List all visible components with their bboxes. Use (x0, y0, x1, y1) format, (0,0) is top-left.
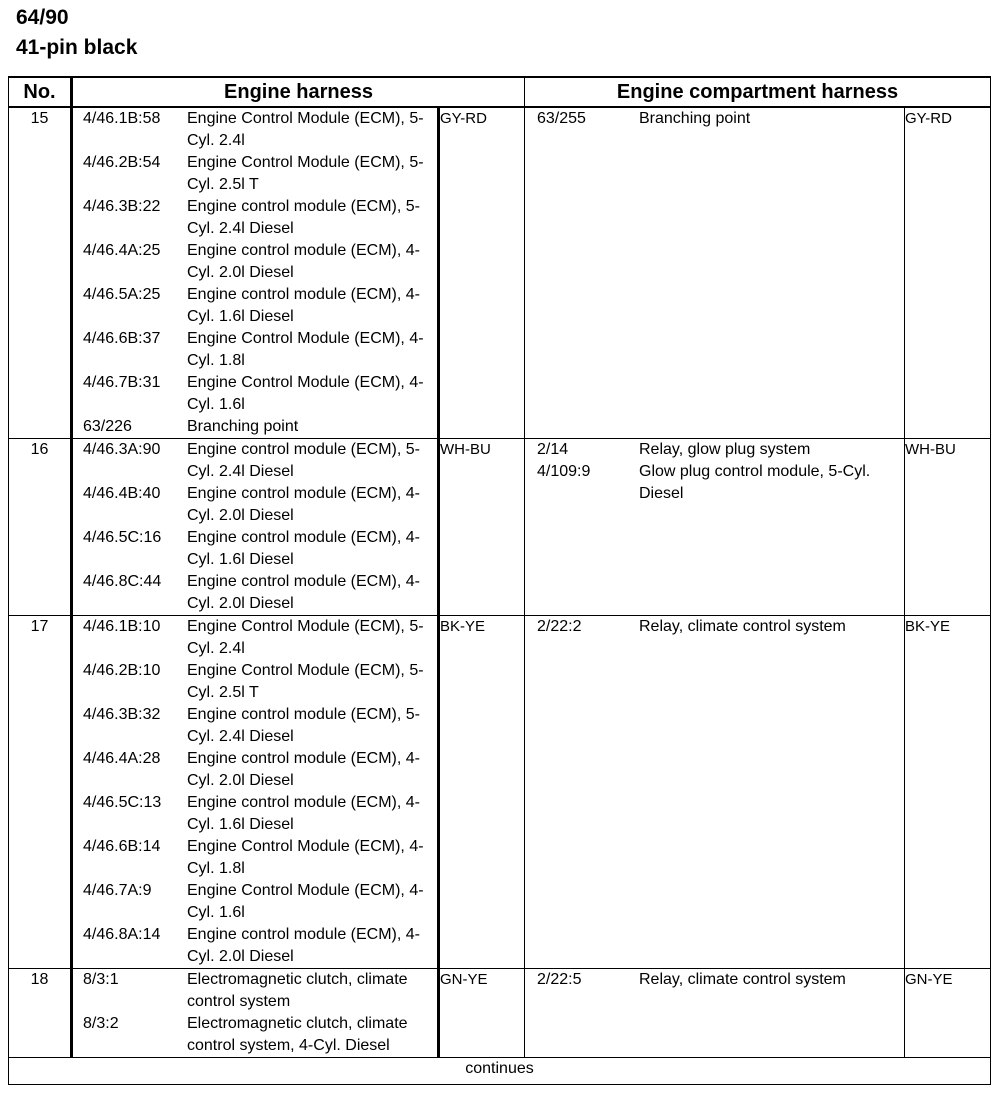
engine-wire-color: GN-YE (439, 969, 525, 1058)
engine-harness-cell (72, 616, 439, 969)
component-code: 4/46.7A:9 (83, 882, 152, 899)
component-code: 8/3:1 (83, 971, 119, 988)
component-description: Engine control module (ECM), 4-Cyl. 2.0l Diesel (187, 750, 420, 789)
engine-harness-entry (73, 616, 437, 660)
component-description: Engine Control Module (ECM), 4-Cyl. 1.6l (187, 882, 424, 921)
compartment-harness-cell (525, 969, 905, 1058)
component-description: Engine Control Module (ECM), 4-Cyl. 1.8l (187, 838, 424, 877)
component-description: Relay, glow plug system (639, 441, 811, 458)
component-description: Branching point (639, 110, 751, 127)
engine-harness-entry (73, 328, 437, 372)
component-description: Engine control module (ECM), 4-Cyl. 1.6l Diesel (187, 529, 420, 568)
wiring-table (8, 76, 991, 1085)
component-code: 4/46.5C:13 (83, 794, 162, 811)
engine-harness-entry (73, 660, 437, 704)
engine-harness-entry (73, 416, 437, 438)
component-description: Engine Control Module (ECM), 5-Cyl. 2.4l (187, 618, 424, 657)
component-code: 4/46.2B:54 (83, 154, 161, 171)
connector-number: 64/90 (16, 6, 69, 29)
component-code: 4/46.2B:10 (83, 662, 161, 679)
component-description: Relay, climate control system (639, 618, 846, 635)
engine-harness-entry (73, 704, 437, 748)
engine-harness-entry (73, 748, 437, 792)
component-description: Engine control module (ECM), 4-Cyl. 1.6l Diesel (187, 286, 420, 325)
engine-wire-color: WH-BU (439, 439, 525, 616)
engine-harness-entry (73, 969, 437, 1013)
component-code: 4/46.6B:37 (83, 330, 161, 347)
component-code: 4/46.8A:14 (83, 926, 161, 943)
component-code: 8/3:2 (83, 1015, 119, 1032)
component-code: 4/46.4B:40 (83, 485, 161, 502)
component-description: Glow plug control module, 5-Cyl. Diesel (639, 463, 871, 502)
component-description: Engine Control Module (ECM), 4-Cyl. 1.8l (187, 330, 424, 369)
component-code: 63/255 (537, 110, 586, 127)
engine-harness-entry (73, 1013, 437, 1057)
column-header-compartment-harness: Engine compartment harness (525, 77, 991, 107)
engine-harness-entry (73, 836, 437, 880)
component-description: Engine control module (ECM), 4-Cyl. 2.0l Diesel (187, 926, 420, 965)
engine-harness-entry (73, 152, 437, 196)
component-description: Engine Control Module (ECM), 5-Cyl. 2.5l T (187, 154, 424, 193)
engine-wire-color: BK-YE (439, 616, 525, 969)
component-code: 4/46.4A:25 (83, 242, 161, 259)
pin-number: 18 (9, 969, 72, 1058)
component-code: 63/226 (83, 418, 132, 435)
component-code: 4/109:9 (537, 463, 591, 480)
engine-harness-entry (73, 483, 437, 527)
component-code: 4/46.3A:90 (83, 441, 161, 458)
engine-harness-entry (73, 792, 437, 836)
table-row (9, 616, 991, 969)
compartment-harness-entry (525, 439, 904, 461)
component-code: 2/22:5 (537, 971, 582, 988)
component-description: Engine control module (ECM), 5-Cyl. 2.4l Diesel (187, 706, 420, 745)
pin-number: 17 (9, 616, 72, 969)
component-description: Engine control module (ECM), 4-Cyl. 1.6l Diesel (187, 794, 420, 833)
engine-harness-entry (73, 571, 437, 615)
component-description: Engine control module (ECM), 4-Cyl. 2.0l Diesel (187, 485, 420, 524)
engine-harness-entry (73, 439, 437, 483)
compartment-wire-color: GN-YE (905, 969, 991, 1058)
compartment-harness-entry (525, 108, 904, 130)
column-header-engine-harness: Engine harness (72, 77, 525, 107)
compartment-wire-color: WH-BU (905, 439, 991, 616)
engine-harness-cell (72, 107, 439, 439)
component-description: Engine control module (ECM), 5-Cyl. 2.4l Diesel (187, 198, 420, 237)
component-code: 2/14 (537, 441, 569, 458)
component-description: Engine Control Module (ECM), 5-Cyl. 2.5l T (187, 662, 424, 701)
compartment-harness-cell (525, 107, 905, 439)
engine-harness-cell (72, 439, 439, 616)
compartment-wire-color: BK-YE (905, 616, 991, 969)
component-description: Engine Control Module (ECM), 5-Cyl. 2.4l (187, 110, 424, 149)
engine-harness-entry (73, 196, 437, 240)
engine-harness-entry (73, 284, 437, 328)
component-description: Engine control module (ECM), 5-Cyl. 2.4l Diesel (187, 441, 420, 480)
component-code: 4/46.5C:16 (83, 529, 162, 546)
engine-harness-cell (72, 969, 439, 1058)
engine-harness-entry (73, 372, 437, 416)
compartment-wire-color: GY-RD (905, 107, 991, 439)
column-header-no: No. (9, 77, 72, 107)
engine-wire-color: GY-RD (439, 107, 525, 439)
engine-harness-entry (73, 108, 437, 152)
pin-number: 15 (9, 107, 72, 439)
component-code: 4/46.7B:31 (83, 374, 161, 391)
component-code: 4/46.6B:14 (83, 838, 161, 855)
component-description: Engine control module (ECM), 4-Cyl. 2.0l Diesel (187, 573, 420, 612)
component-description: Branching point (187, 418, 299, 435)
component-code: 4/46.4A:28 (83, 750, 161, 767)
compartment-harness-entry (525, 461, 904, 505)
engine-harness-entry (73, 240, 437, 284)
table-header-row (9, 77, 991, 107)
compartment-harness-entry (525, 616, 904, 638)
component-code: 4/46.5A:25 (83, 286, 161, 303)
table-row (9, 439, 991, 616)
component-code: 4/46.1B:58 (83, 110, 161, 127)
engine-harness-entry (73, 924, 437, 968)
connector-description: 41-pin black (16, 36, 138, 59)
table-row (9, 107, 991, 439)
component-code: 4/46.8C:44 (83, 573, 162, 590)
engine-harness-entry (73, 527, 437, 571)
component-code: 4/46.1B:10 (83, 618, 161, 635)
component-code: 2/22:2 (537, 618, 582, 635)
component-description: Engine Control Module (ECM), 4-Cyl. 1.6l (187, 374, 424, 413)
compartment-harness-cell (525, 439, 905, 616)
component-code: 4/46.3B:32 (83, 706, 161, 723)
component-description: Electromagnetic clutch, climate control system (187, 971, 408, 1010)
continues-footer: continues (9, 1058, 991, 1085)
component-description: Engine control module (ECM), 4-Cyl. 2.0l Diesel (187, 242, 420, 281)
table-row (9, 969, 991, 1058)
pin-number: 16 (9, 439, 72, 616)
engine-harness-entry (73, 880, 437, 924)
component-description: Electromagnetic clutch, climate control system, 4-Cyl. Diesel (187, 1015, 408, 1054)
component-code: 4/46.3B:22 (83, 198, 161, 215)
compartment-harness-cell (525, 616, 905, 969)
component-description: Relay, climate control system (639, 971, 846, 988)
compartment-harness-entry (525, 969, 904, 991)
